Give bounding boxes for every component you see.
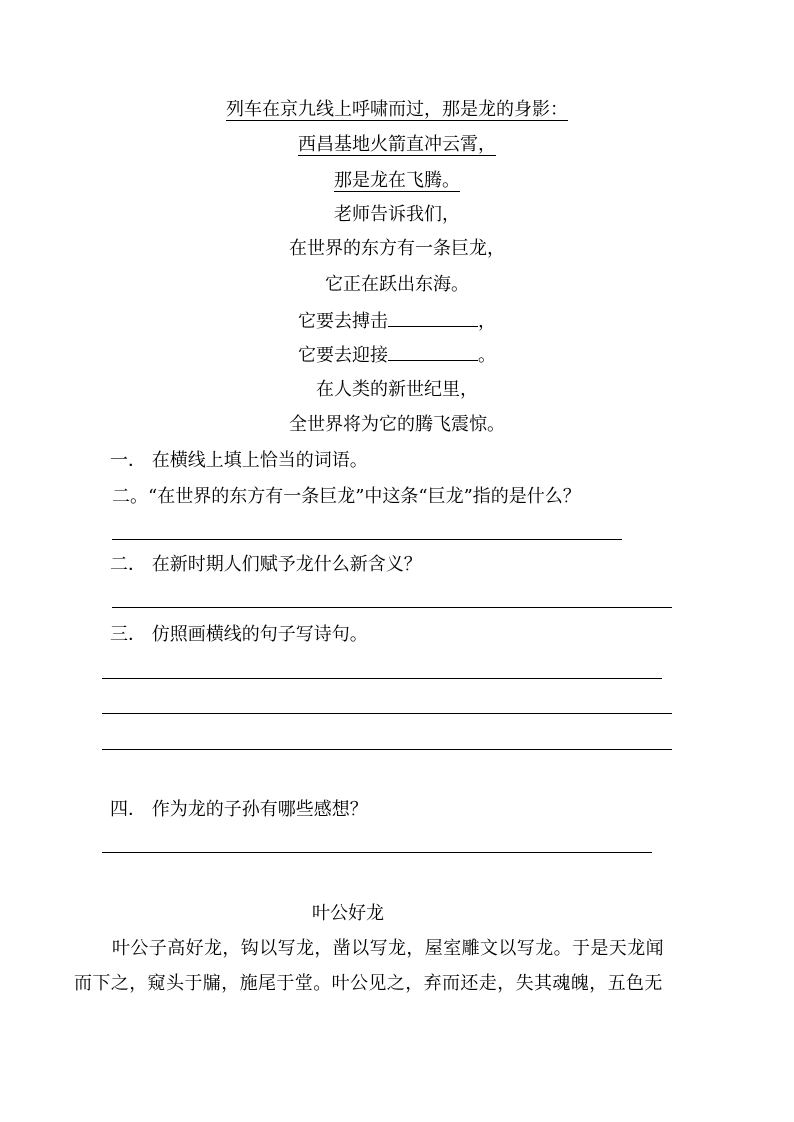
poem-line-3: 那是龙在飞腾。	[334, 170, 460, 191]
poem-line-6: 它正在跃出东海。	[325, 274, 469, 295]
fill-blank-1[interactable]	[388, 312, 478, 327]
answer-line-q4-3[interactable]	[102, 749, 672, 750]
answer-line-q2[interactable]	[112, 539, 622, 540]
poem-line-7: 它要去搏击 ，	[298, 311, 496, 332]
question-1: 一． 在横线上填上恰当的词语。	[110, 450, 368, 471]
poem-line-1: 列车在京九线上呼啸而过，那是龙的身影：	[226, 99, 568, 120]
poem-line-2: 西昌基地火箭直冲云霄，	[298, 134, 496, 155]
answer-line-q4-2[interactable]	[102, 713, 672, 714]
story-paragraph-line-1: 叶公子高好龙，钩以写龙，凿以写龙，屋室雕文以写龙。于是天龙闻	[112, 938, 664, 959]
fill-blank-2[interactable]	[388, 346, 478, 361]
question-4: 三． 仿照画横线的句子写诗句。	[110, 624, 368, 645]
story-paragraph-line-2: 而下之，窥头于牖，施尾于堂。叶公见之，弃而还走，失其魂魄，五色无	[74, 973, 663, 994]
question-3: 二． 在新时期人们赋予龙什么新含义？	[110, 554, 422, 575]
poem-line-4: 老师告诉我们，	[334, 204, 460, 225]
story-title: 叶公好龙	[312, 903, 384, 924]
poem-line-8: 它要去迎接 。	[298, 345, 496, 366]
poem-line-10: 全世界将为它的腾飞震惊。	[289, 414, 505, 435]
poem-line-9: 在人类的新世纪里，	[316, 379, 478, 400]
question-5: 四． 作为龙的子孙有哪些感想？	[110, 799, 368, 820]
answer-line-q3[interactable]	[112, 607, 672, 608]
answer-line-q5[interactable]	[102, 852, 652, 853]
question-2: 二。“在世界的东方有一条巨龙”中这条“巨龙”指的是什么？	[112, 486, 581, 507]
poem-line-5: 在世界的东方有一条巨龙，	[289, 238, 505, 259]
answer-line-q4-1[interactable]	[102, 678, 662, 679]
